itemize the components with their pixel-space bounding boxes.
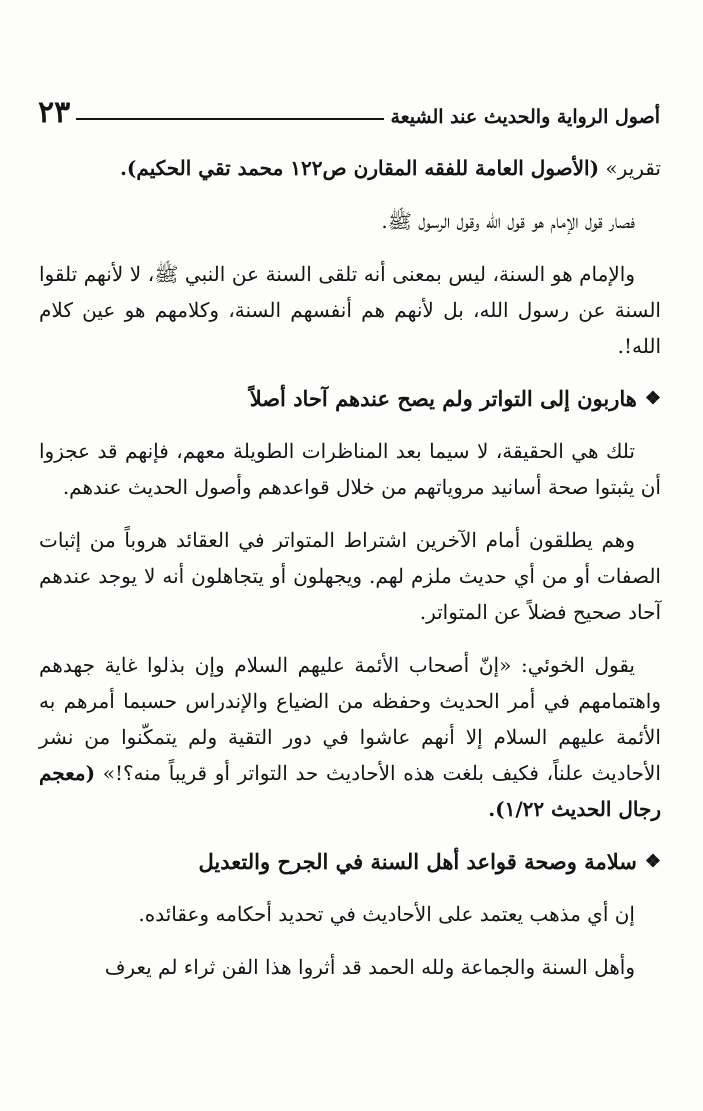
quote-text: يقول الخوئي: «إنّ أصحاب الأئمة عليهم السلام وإن بذلوا غاية جهدهم واهتمامهم في أمر الحديث وحفظه من الضياع والإندراس حسبما أمرهم به الأئمة عليهم السلام إلا أنهم عاشوا في دور التقية ولم يتمكّنوا من نشر الأحاديث علناً، فكيف بلغت هذه الأحاديث حد التواتر أو قريباً منه؟!» <box>39 653 661 785</box>
paragraph: فصار قول الإمام هو قول الله وقول الرسول ﷺ. <box>381 209 635 233</box>
ornament-star-icon: ❖ <box>644 388 661 409</box>
paragraph: وأهل السنة والجماعة ولله الحمد قد أثروا هذا الفن ثراء لم يعرف <box>104 955 635 979</box>
citation-source: (الأصول العامة للفقه المقارن ص١٢٢ محمد تقي الحكيم). <box>119 156 600 180</box>
quote-source: (معجم رجال الحديث ١/٢٢). <box>39 761 661 821</box>
ornament-star-icon: ❖ <box>644 851 661 872</box>
header-rule <box>76 118 384 120</box>
section-heading <box>39 381 661 417</box>
paragraph: وهم يطلقون أمام الآخرين اشتراط المتواتر في العقائد هروباً من إثبات الصفات أو من أي حديث ملزم لهم. ويجهلون أو يتجاهلون أنه لا يوجد عندهم آحاد صحيح فضلاً عن المتواتر. <box>39 528 661 624</box>
header-title: أصول الرواية والحديث عند الشيعة <box>390 106 660 128</box>
page-body <box>39 150 661 1002</box>
section-heading-text: سلامة وصحة قواعد أهل السنة في الجرح والتعديل <box>198 849 637 874</box>
running-header <box>38 88 660 128</box>
paragraph: تلك هي الحقيقة، لا سيما بعد المناظرات الطويلة معهم، فإنهم قد عجزوا أن يثبتوا صحة أسانيد مروياتهم من خلال قواعدهم وأصول الحديث عندهم. <box>39 439 661 499</box>
section-heading <box>39 844 661 880</box>
paragraph: والإمام هو السنة، ليس بمعنى أنه تلقى السنة عن النبي ﷺ، لا لأنهم تلقوا السنة عن رسول الله، بل لأنهم هم أنفسهم السنة، وكلامهم هو عين كلام الله!. <box>39 262 661 358</box>
citation-lead: تقرير» <box>599 156 661 180</box>
paragraph-citation <box>39 150 661 186</box>
paragraph-quote <box>39 647 661 827</box>
paragraph: إن أي مذهب يعتمد على الأحاديث في تحديد أحكامه وعقائده. <box>138 902 635 926</box>
section-heading-text: هاربون إلى التواتر ولم يصح عندهم آحاد أصلاً <box>249 386 637 411</box>
page-number: ٢٣ <box>38 95 71 130</box>
